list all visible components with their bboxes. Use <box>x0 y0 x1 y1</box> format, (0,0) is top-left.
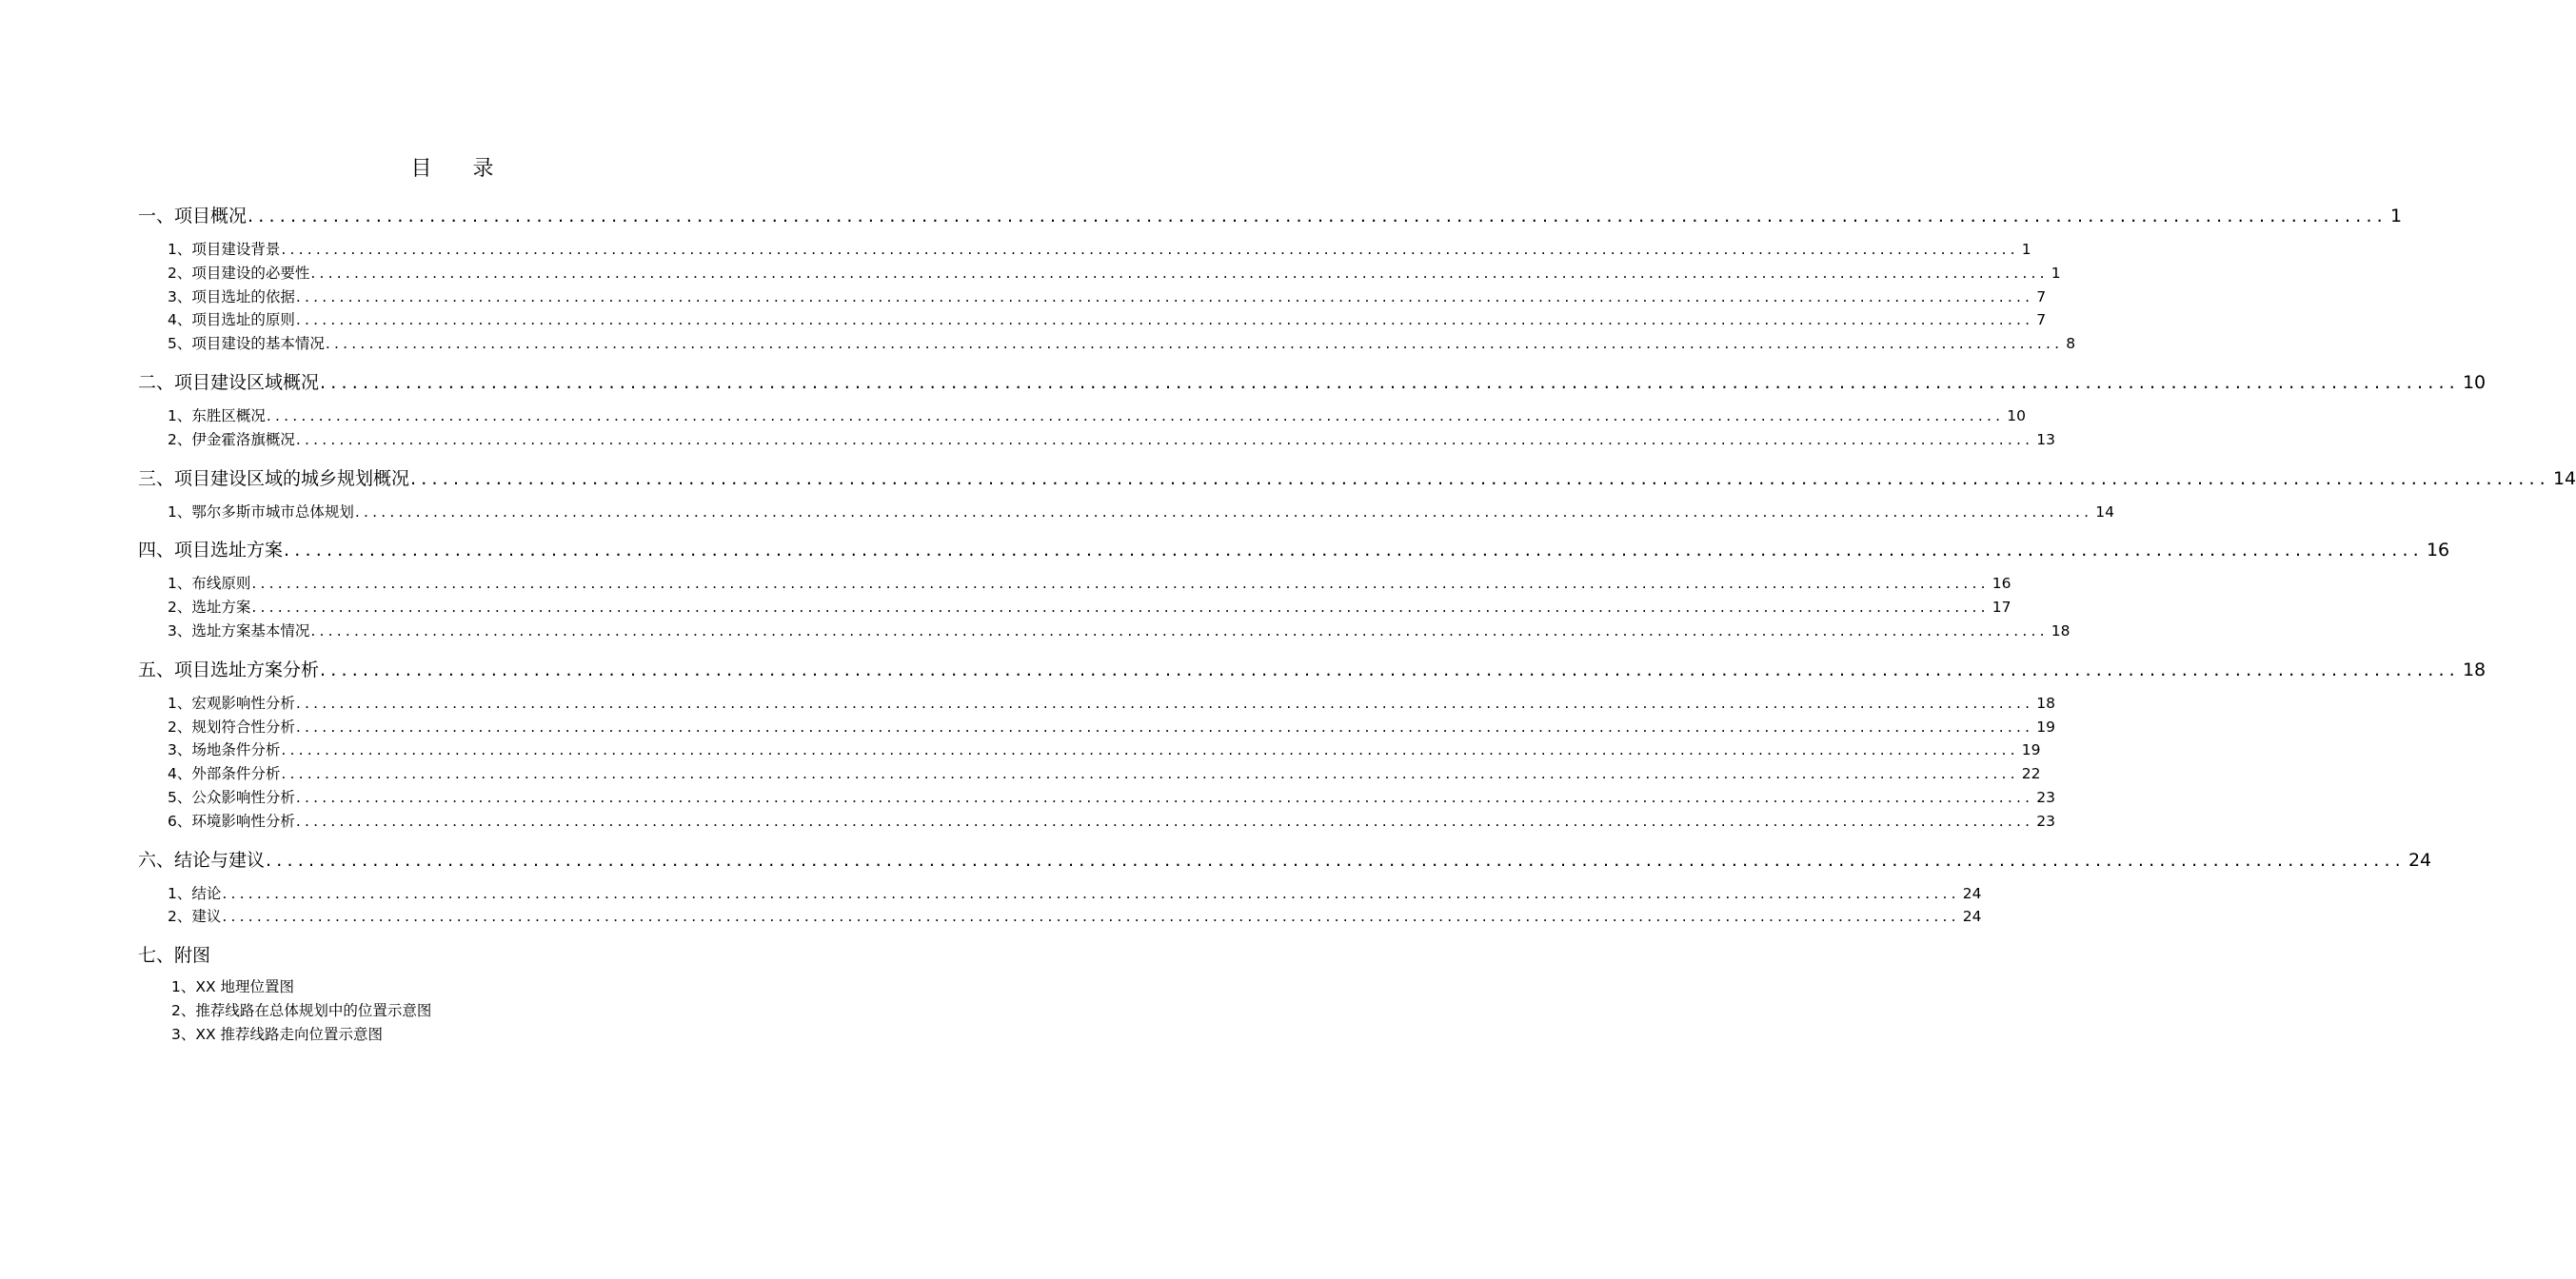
toc-leader-dots: ........................................................................................................................................................................................................ <box>295 718 2034 736</box>
toc-appendix-item: 1、XX 地理位置图 <box>171 978 295 996</box>
toc-page-number: 23 <box>2036 812 2056 830</box>
toc-subsection-entry[interactable] <box>168 332 2076 353</box>
toc-entry-label: 2、伊金霍洛旗概况 <box>168 430 295 448</box>
toc-appendix-item: 2、推荐线路在总体规划中的位置示意图 <box>171 1002 432 1019</box>
toc-entry-label: 三、项目建设区域的城乡规划概况 <box>138 467 410 489</box>
toc-page-number: 10 <box>2462 372 2487 393</box>
toc-leader-dots: ........................................................................................................................................................................................................ <box>284 540 2424 561</box>
toc-subsection-entry[interactable] <box>168 404 2027 425</box>
toc-leader-dots: ........................................................................................................................................................................................................ <box>251 599 1990 617</box>
toc-leader-dots: ........................................................................................................................................................................................................ <box>281 241 2019 258</box>
toc-appendix-item: 3、XX 推荐线路走向位置示意图 <box>171 1025 384 1043</box>
toc-subsection-entry[interactable] <box>168 882 1982 903</box>
toc-entry-label: 3、选址方案基本情况 <box>168 622 310 640</box>
toc-section-entry[interactable] <box>138 846 2432 872</box>
toc-entry-label: 1、东胜区概况 <box>168 407 266 424</box>
toc-subsection-entry[interactable] <box>168 810 2056 831</box>
toc-leader-dots: ........................................................................................................................................................................................................ <box>310 622 2049 640</box>
toc-subsection-entry[interactable] <box>168 692 2056 713</box>
toc-entry-label: 3、项目选址的依据 <box>168 287 295 305</box>
toc-subsection-entry[interactable] <box>168 596 2011 617</box>
toc-page-number: 7 <box>2036 311 2047 329</box>
toc-subsection-entry[interactable] <box>168 262 2061 283</box>
toc-leader-dots: ........................................................................................................................................................................................................ <box>295 311 2034 329</box>
toc-entry-label: 2、项目建设的必要性 <box>168 264 310 282</box>
toc-page-number: 24 <box>2408 849 2432 871</box>
toc-leader-dots: ........................................................................................................................................................................................................ <box>281 765 2019 783</box>
toc-leader-dots: ........................................................................................................................................................................................................ <box>410 467 2550 489</box>
toc-leader-dots: ........................................................................................................................................................................................................ <box>295 430 2034 448</box>
toc-page-number: 1 <box>2389 206 2403 226</box>
toc-subsection-entry[interactable] <box>168 285 2047 306</box>
toc-page-number: 22 <box>2021 765 2041 783</box>
toc-page-number: 18 <box>2462 659 2487 680</box>
toc-page-number: 16 <box>1991 575 2011 593</box>
toc-entry-label: 五、项目选址方案分析 <box>138 659 320 680</box>
toc-subsection-entry[interactable] <box>168 501 2115 521</box>
toc-leader-dots: ........................................................................................................................................................................................................ <box>248 206 2388 226</box>
toc-entry-label: 5、项目建设的基本情况 <box>168 335 325 353</box>
toc-subsection-entry[interactable] <box>168 762 2041 783</box>
toc-leader-dots: ........................................................................................................................................................................................................ <box>295 287 2034 305</box>
toc-page-number: 19 <box>2036 718 2056 736</box>
toc-section-entry[interactable] <box>138 536 2450 561</box>
toc-page-number: 7 <box>2036 287 2047 305</box>
toc-section-entry[interactable] <box>138 656 2487 681</box>
toc-subsection-entry[interactable] <box>168 572 2011 593</box>
toc-subsection-entry[interactable] <box>168 786 2056 807</box>
toc-entry-label: 2、选址方案 <box>168 599 251 617</box>
toc-page-number: 1 <box>2051 264 2061 282</box>
toc-entry-label: 1、鄂尔多斯市城市总体规划 <box>168 502 354 521</box>
toc-page-number: 10 <box>2007 407 2027 424</box>
toc-leader-dots: ........................................................................................................................................................................................................ <box>295 812 2034 830</box>
toc-subsection-entry[interactable] <box>168 738 2041 759</box>
toc-entry-label: 6、环境影响性分析 <box>168 812 295 830</box>
toc-page-number: 8 <box>2066 335 2076 353</box>
toc-entry-label: 1、宏观影响性分析 <box>168 694 295 712</box>
toc-page-number: 17 <box>1991 599 2011 617</box>
toc-page-number: 16 <box>2426 540 2450 561</box>
toc-leader-dots: ........................................................................................................................................................................................................ <box>251 575 1990 593</box>
toc-leader-dots: ........................................................................................................................................................................................................ <box>222 908 1960 926</box>
toc-page-number: 14 <box>2552 467 2576 489</box>
toc-leader-dots: ........................................................................................................................................................................................................ <box>266 849 2406 871</box>
toc-entry-label: 3、场地条件分析 <box>168 741 281 759</box>
toc-entry-label: 4、外部条件分析 <box>168 765 281 783</box>
toc-leader-dots: ........................................................................................................................................................................................................ <box>320 372 2460 393</box>
toc-entry-label: 4、项目选址的原则 <box>168 311 295 329</box>
toc-leader-dots: ........................................................................................................................................................................................................ <box>281 741 2019 759</box>
toc-section-entry[interactable] <box>138 202 2403 227</box>
toc-page-number: 24 <box>1962 908 1982 926</box>
toc-page-number: 23 <box>2036 789 2056 806</box>
toc-leader-dots: ........................................................................................................................................................................................................ <box>310 264 2049 282</box>
toc-page-number: 19 <box>2021 741 2041 759</box>
toc-page-number: 18 <box>2036 694 2056 712</box>
toc-leader-dots: ........................................................................................................................................................................................................ <box>354 502 2093 521</box>
toc-entry-label: 一、项目概况 <box>138 206 248 226</box>
toc-page-number: 1 <box>2021 241 2031 258</box>
toc-entry-label: 1、结论 <box>168 884 222 902</box>
toc-subsection-entry[interactable] <box>168 716 2056 737</box>
toc-leader-dots: ........................................................................................................................................................................................................ <box>266 407 2005 424</box>
toc-entry-label: 二、项目建设区域概况 <box>138 372 320 393</box>
toc-entry-label: 1、项目建设背景 <box>168 241 281 258</box>
toc-section-entry[interactable] <box>138 464 2576 490</box>
toc-entry-label: 六、结论与建议 <box>138 849 266 871</box>
toc-leader-dots: ........................................................................................................................................................................................................ <box>295 789 2034 806</box>
toc-entry-label: 5、公众影响性分析 <box>168 789 295 806</box>
toc-subsection-entry[interactable] <box>168 238 2031 259</box>
toc-page-number: 13 <box>2036 430 2056 448</box>
toc-entry-label: 2、建议 <box>168 908 222 926</box>
toc-entry-label: 2、规划符合性分析 <box>168 718 295 736</box>
toc-leader-dots: ........................................................................................................................................................................................................ <box>295 694 2034 712</box>
toc-appendix-heading: 七、附图 <box>138 945 211 967</box>
toc-leader-dots: ........................................................................................................................................................................................................ <box>325 335 2064 353</box>
toc-page-number: 18 <box>2051 622 2071 640</box>
toc-subsection-entry[interactable] <box>168 428 2056 449</box>
toc-entry-label: 1、布线原则 <box>168 575 251 593</box>
toc-page-number: 24 <box>1962 884 1982 902</box>
toc-entry-label: 四、项目选址方案 <box>138 540 284 561</box>
toc-leader-dots: ........................................................................................................................................................................................................ <box>320 659 2460 680</box>
toc-subsection-entry[interactable] <box>168 905 1982 926</box>
toc-leader-dots: ........................................................................................................................................................................................................ <box>222 884 1960 902</box>
toc-subsection-entry[interactable] <box>168 620 2071 640</box>
toc-section-entry[interactable] <box>138 368 2487 394</box>
toc-title: 目 录 <box>410 157 511 181</box>
toc-page-number: 14 <box>2095 502 2115 521</box>
toc-subsection-entry[interactable] <box>168 308 2047 329</box>
